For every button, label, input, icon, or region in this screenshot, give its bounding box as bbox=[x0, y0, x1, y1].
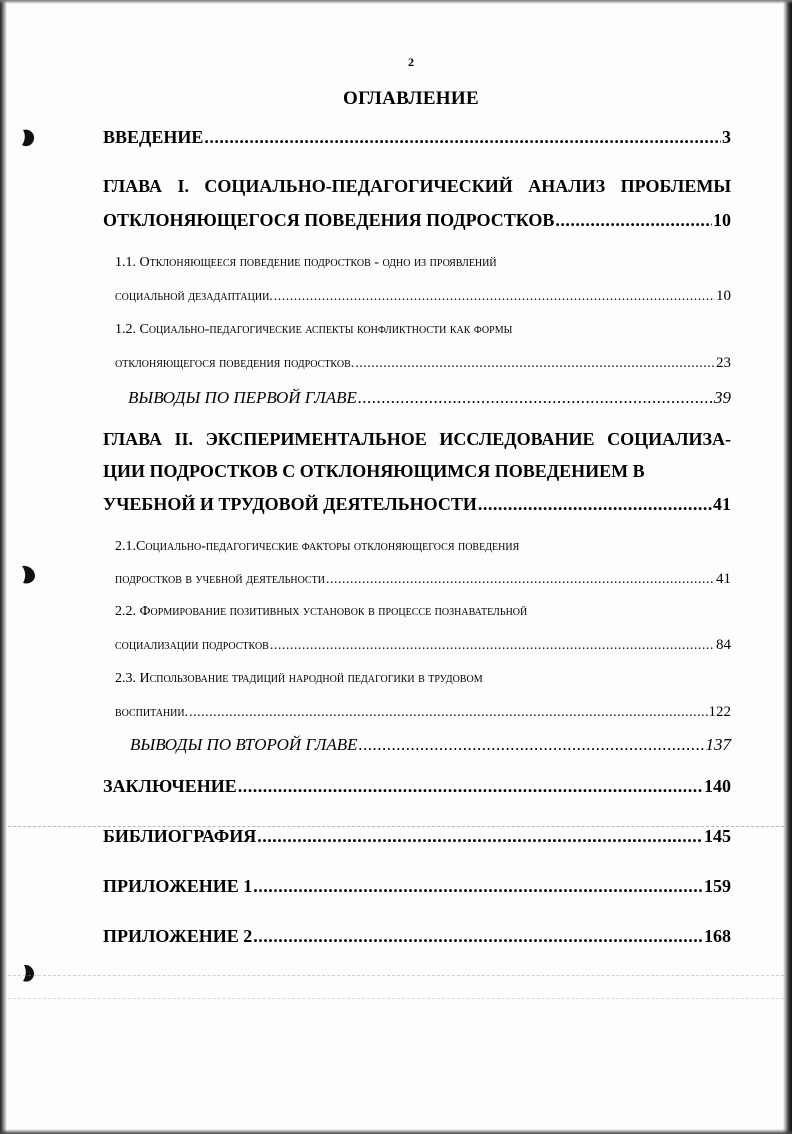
toc-label: ВЫВОДЫ ПО ПЕРВОЙ ГЛАВЕ bbox=[128, 388, 357, 407]
section-2-3-line1[interactable]: 2.3. Использование традиций народной педагогики в трудовом bbox=[115, 671, 483, 686]
toc-entry-section-2-2[interactable] bbox=[115, 637, 731, 654]
toc-label: социализации подростков bbox=[115, 638, 269, 653]
toc-page: 145 bbox=[704, 826, 731, 846]
toc-label: социальной дезадаптации. bbox=[115, 289, 273, 304]
toc-page: 159 bbox=[704, 876, 731, 896]
chapter2-title-line2[interactable]: ЦИИ ПОДРОСТКОВ С ОТКЛОНЯЮЩИМСЯ ПОВЕДЕНИЕМ В bbox=[103, 461, 645, 481]
toc-entry-section-2-3[interactable] bbox=[115, 704, 731, 721]
section-1-2-line1[interactable]: 1.2. Социально-педагогические аспекты конфликтности как формы bbox=[115, 322, 513, 337]
toc-page: 168 bbox=[704, 926, 731, 946]
dot-leader bbox=[189, 705, 707, 721]
dot-leader bbox=[358, 388, 713, 408]
toc-label: ВЫВОДЫ ПО ВТОРОЙ ГЛАВЕ bbox=[130, 735, 358, 754]
dot-leader bbox=[257, 826, 703, 847]
section-2-1-line1[interactable]: 2.1.Социально-педагогические факторы отклоняющегося поведения bbox=[115, 539, 520, 554]
dot-leader bbox=[555, 210, 712, 231]
toc-page: 10 bbox=[713, 210, 731, 230]
punch-hole-icon bbox=[20, 963, 36, 983]
page-number: 2 bbox=[408, 55, 414, 69]
scan-edge-bottom bbox=[0, 1129, 792, 1134]
toc-entry-intro[interactable] bbox=[103, 127, 731, 148]
toc-entry-appendix-2[interactable] bbox=[103, 926, 731, 947]
toc-entry-section-1-1[interactable] bbox=[115, 288, 731, 305]
dot-leader bbox=[253, 876, 703, 897]
page-title: ОГЛАВЛЕНИЕ bbox=[343, 88, 479, 109]
scan-edge-top bbox=[0, 0, 792, 4]
section-1-1-line1[interactable]: 1.1. Отклоняющееся поведение подростков - одно из проявлений bbox=[115, 255, 497, 270]
toc-label: подростков в учебной деятельности bbox=[115, 572, 325, 587]
dot-leader bbox=[204, 127, 721, 148]
toc-entry-appendix-1[interactable] bbox=[103, 876, 731, 897]
chapter2-title-line1[interactable]: ГЛАВА II. ЭКСПЕРИМЕНТАЛЬНОЕ ИССЛЕДОВАНИЕ СОЦИАЛИЗА- bbox=[103, 429, 731, 449]
toc-page: 41 bbox=[716, 571, 731, 587]
punch-hole-icon bbox=[20, 128, 36, 148]
dot-leader bbox=[238, 776, 703, 797]
toc-label: ВВЕДЕНИЕ bbox=[103, 127, 204, 147]
toc-page: 84 bbox=[716, 637, 731, 653]
dot-leader bbox=[478, 494, 712, 515]
toc-label: отклоняющегося поведения подростков. bbox=[115, 356, 355, 371]
punch-hole-icon bbox=[20, 565, 36, 585]
toc-entry-conclusions-2[interactable] bbox=[130, 735, 731, 755]
toc-label: БИБЛИОГРАФИЯ bbox=[103, 826, 257, 846]
toc-page: 41 bbox=[713, 494, 731, 514]
toc-page: 137 bbox=[705, 735, 731, 754]
toc-page: 140 bbox=[704, 776, 731, 796]
dot-leader bbox=[359, 735, 705, 755]
dot-leader bbox=[355, 356, 715, 372]
toc-label: УЧЕБНОЙ И ТРУДОВОЙ ДЕЯТЕЛЬНОСТИ bbox=[103, 494, 477, 514]
scan-line bbox=[8, 998, 784, 999]
toc-label: ОТКЛОНЯЮЩЕГОСЯ ПОВЕДЕНИЯ ПОДРОСТКОВ bbox=[103, 210, 555, 230]
chapter1-title-line1[interactable]: ГЛАВА I. СОЦИАЛЬНО-ПЕДАГОГИЧЕСКИЙ АНАЛИЗ ПРОБЛЕМЫ bbox=[103, 176, 731, 196]
dot-leader bbox=[274, 289, 715, 305]
toc-entry-chapter2[interactable] bbox=[103, 494, 731, 515]
dot-leader bbox=[270, 638, 715, 654]
toc-entry-section-2-1[interactable] bbox=[115, 571, 731, 588]
toc-page: 10 bbox=[716, 288, 731, 304]
toc-label: ПРИЛОЖЕНИЕ 2 bbox=[103, 926, 253, 946]
toc-entry-conclusions-1[interactable] bbox=[128, 388, 731, 408]
dot-leader bbox=[326, 572, 715, 588]
toc-label: ЗАКЛЮЧЕНИЕ bbox=[103, 776, 237, 796]
toc-page: 3 bbox=[722, 127, 731, 147]
dot-leader bbox=[253, 926, 703, 947]
scan-line bbox=[8, 975, 784, 976]
scan-edge-left bbox=[0, 0, 7, 1134]
toc-entry-bibliography[interactable] bbox=[103, 826, 731, 847]
toc-page: 39 bbox=[714, 388, 731, 407]
toc-entry-conclusion[interactable] bbox=[103, 776, 731, 797]
toc-label: воспитании. bbox=[115, 705, 189, 720]
toc-entry-section-1-2[interactable] bbox=[115, 355, 731, 372]
toc-page: 122 bbox=[708, 704, 731, 720]
scan-edge-right bbox=[783, 0, 792, 1134]
section-2-2-line1[interactable]: 2.2. Формирование позитивных установок в процессе познавательной bbox=[115, 604, 528, 619]
toc-label: ПРИЛОЖЕНИЕ 1 bbox=[103, 876, 253, 896]
toc-entry-chapter1[interactable] bbox=[103, 210, 731, 231]
toc-page: 23 bbox=[716, 355, 731, 371]
